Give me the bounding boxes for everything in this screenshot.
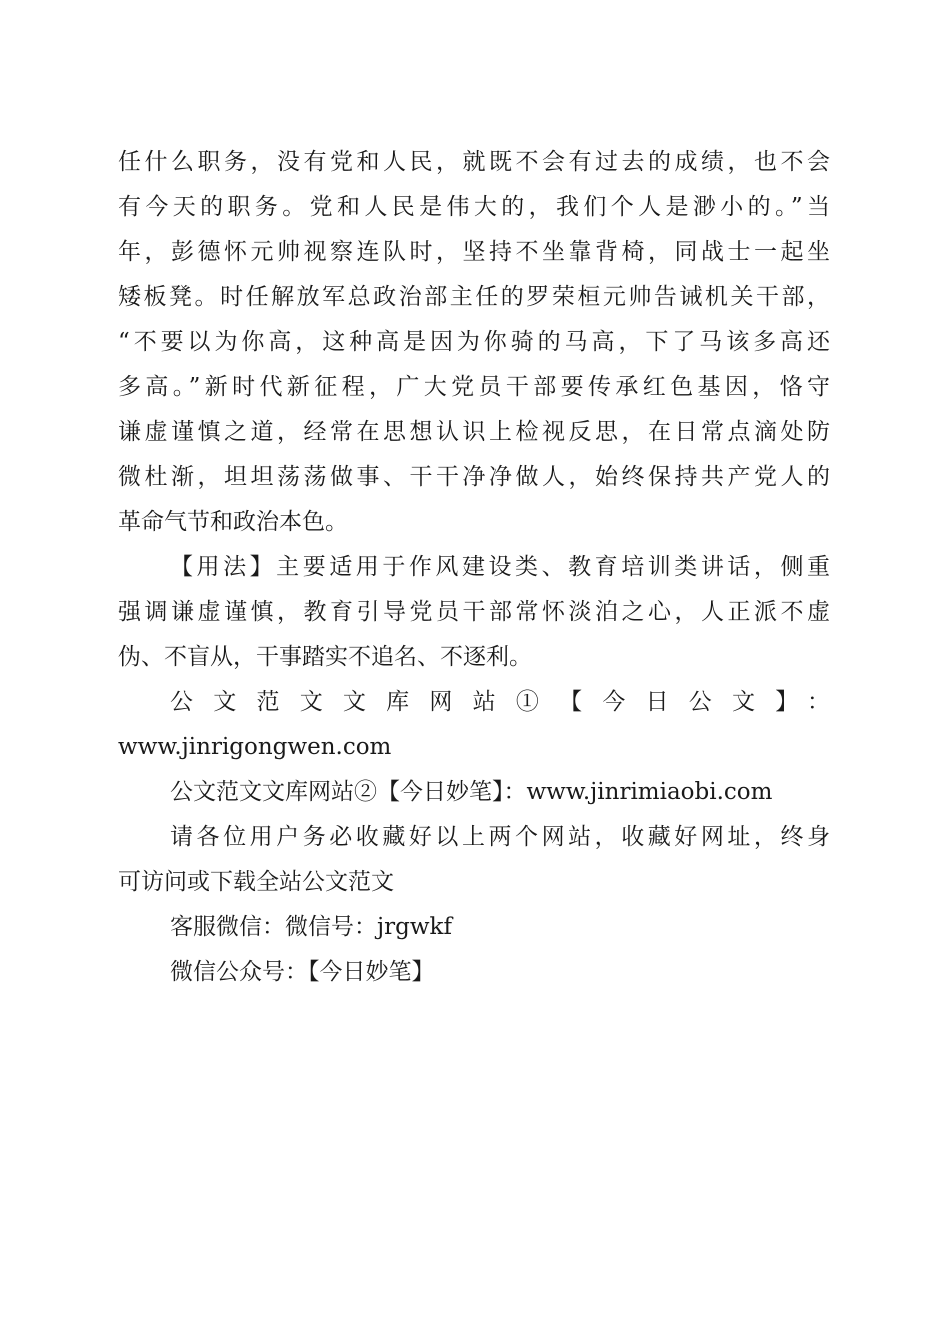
service-block — [118, 905, 830, 995]
service-wechat: 客服微信：微信号：jrgwkf — [170, 914, 452, 940]
text-line: 伪、不盲从，干事踏实不追名、不逐利。 — [118, 644, 532, 670]
text-line: “不要以为你高，这种高是因为你骑的马高，下了马该多高还 — [118, 329, 830, 355]
document-body — [118, 140, 830, 995]
text-line: 【用法】主要适用于作风建设类、教育培训类讲话，侧重 — [170, 554, 830, 580]
text-line: 有今天的职务。党和人民是伟大的，我们个人是渺小的。”当 — [118, 194, 830, 220]
usage-paragraph — [118, 545, 830, 680]
site-one-url: www.jinrigongwen.com — [118, 734, 392, 760]
text-line: 任什么职务，没有党和人民，就既不会有过去的成绩，也不会 — [118, 149, 830, 175]
official-account: 微信公众号：【今日妙笔】 — [170, 959, 435, 985]
site-one-label: 公文范文文库网站①【今日公文】： — [170, 689, 830, 715]
text-line: 强调谦虚谨慎，教育引导党员干部常怀淡泊之心，人正派不虚 — [118, 599, 830, 625]
text-line: 年，彭德怀元帅视察连队时，坚持不坐靠背椅，同战士一起坐 — [118, 239, 830, 265]
text-line: 多高。”新时代新征程，广大党员干部要传承红色基因，恪守 — [118, 374, 830, 400]
site-two-text: 公文范文文库网站②【今日妙笔】：www.jinrimiaobi.com — [170, 779, 773, 805]
text-line: 革命气节和政治本色。 — [118, 509, 348, 535]
text-line: 可访问或下载全站公文范文 — [118, 869, 394, 895]
text-line: 谦虚谨慎之道，经常在思想认识上检视反思，在日常点滴处防 — [118, 419, 830, 445]
site-two-block — [118, 770, 830, 815]
text-line: 矮板凳。时任解放军总政治部主任的罗荣桓元帅告诫机关干部， — [118, 284, 830, 310]
site-one-block — [118, 680, 830, 770]
text-line: 请各位用户务必收藏好以上两个网站，收藏好网址，终身 — [170, 824, 830, 850]
paragraph-text — [118, 140, 830, 545]
text-line: 微杜渐，坦坦荡荡做事、干干净净做人，始终保持共产党人的 — [118, 464, 830, 490]
notice-paragraph — [118, 815, 830, 905]
